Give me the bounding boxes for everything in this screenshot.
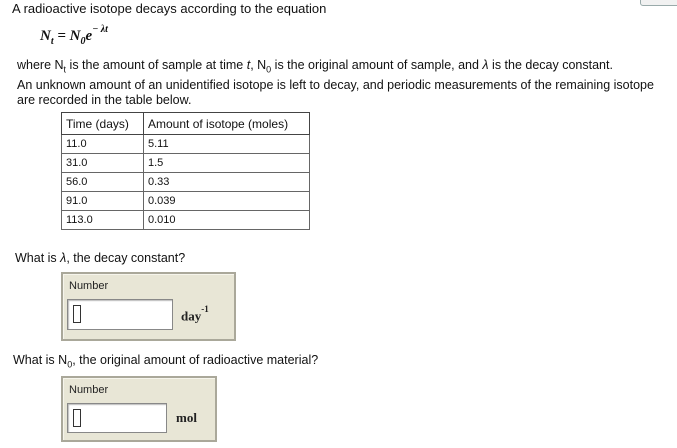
- help-button[interactable]: [640, 0, 677, 6]
- time-cell: 11.0: [62, 135, 144, 154]
- table-row: [62, 135, 310, 154]
- decay-equation: $N_t = N_0e^{- \lambda t}$: [40, 24, 108, 47]
- table-row: [62, 154, 310, 173]
- amount-cell: 0.33: [144, 173, 310, 192]
- number-label: Number: [69, 280, 109, 292]
- time-cell: 91.0: [62, 192, 144, 211]
- unit-label: day$^{-1}$: [181, 304, 209, 324]
- intro-text: A radioactive isotope decays according to the equation: [12, 1, 327, 16]
- number-label: Number: [69, 384, 109, 396]
- input-cursor: [73, 409, 81, 427]
- header-time: Time (days): [62, 113, 144, 135]
- table-row: [62, 211, 310, 230]
- isotope-table: [61, 112, 310, 230]
- time-cell: 56.0: [62, 173, 144, 192]
- original-amount-input[interactable]: [67, 403, 167, 433]
- decay-constant-input[interactable]: [67, 299, 173, 330]
- unit-label: mol: [176, 410, 197, 425]
- input-cursor: [73, 305, 81, 323]
- table-row: [62, 173, 310, 192]
- amount-cell: 5.11: [144, 135, 310, 154]
- question-original-amount: What is $N_0$, the original amount of radioactive material?: [13, 353, 319, 370]
- question-decay-constant: What is λ, the decay constant?: [15, 251, 186, 265]
- original-amount-answer-box: [61, 376, 217, 442]
- time-cell: 113.0: [62, 211, 144, 230]
- amount-cell: 1.5: [144, 154, 310, 173]
- header-amount: Amount of isotope (moles): [144, 113, 310, 135]
- amount-cell: 0.010: [144, 211, 310, 230]
- decay-constant-answer-box: [61, 272, 236, 341]
- table-row: [62, 192, 310, 211]
- amount-cell: 0.039: [144, 192, 310, 211]
- description-text: where $N_t$ is the amount of sample at time t, $N_0$ is the original amount of sample, and λ is the decay constant. An unknown amount of an unidentified isotope is left to decay, and periodic measurements of the remaining isotope are recorded in the table below.: [17, 58, 654, 107]
- time-cell: 31.0: [62, 154, 144, 173]
